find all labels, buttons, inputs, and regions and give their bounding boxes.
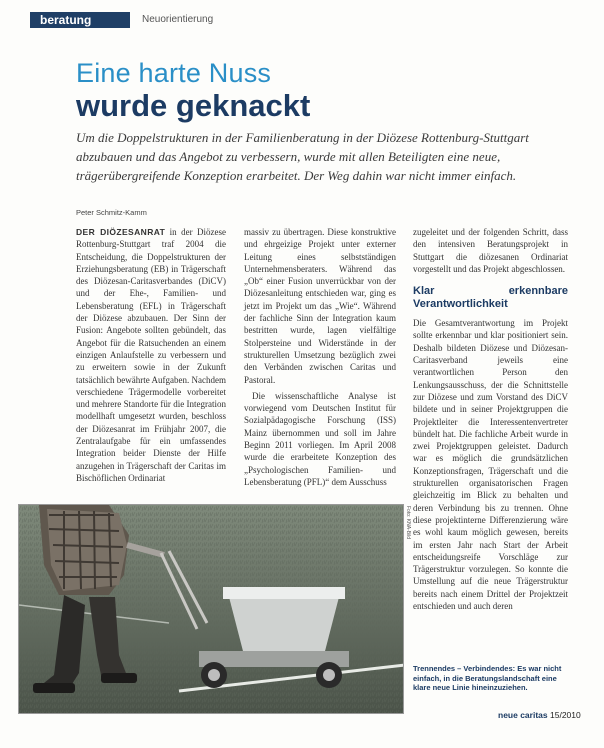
caption-text: Es war nicht einfach, in die Beratungslandschaft eine klare neue Linie hineinzuziehen.	[413, 664, 562, 692]
subheading: Klar erkennbare Verantwortlichkeit	[413, 285, 568, 311]
footer-brand: neue caritas	[498, 710, 548, 720]
lawn-marker-photo	[18, 504, 404, 714]
byline: Peter Schmitz-Kamm	[76, 208, 147, 217]
text-column-1	[76, 226, 226, 484]
column-2-paragraph-2: Die wissenschaftliche Analyse ist vorwiegend vom Deutschen Institut für Sozialpädagogische Forschung (ISS) Mainz übernommen und soll im Jahre Beginn 2011 vorliegen. Im April 2008 wurde die erarbeitete Konzeption des „Psychologischen Familien- und Lebensberatung (PFL)“ dem Ausschuss	[244, 390, 396, 487]
column-1-text: in der Diözese Rottenburg-Stuttgart traf 2004 die Entscheidung, die Doppelstrukturen der Erziehungsberatung (EB) in Trägerschaft des Diözesan-Caritasverbandes (DiCV) und der Ehe-, Familien- und Lebensberatung (EFL) in Trägerschaft der Diözese abzubauen. Der Sinn der Fusion: Angebote sollten gebündelt, das Angebot für die Ratsuchenden an einem einzigen Anlaufstelle zu verbessern und zu erweitern sowie in der Zukunft tatsächlich bewährte Aufgaben. Nachdem verschiedene Trägermodelle vorbereitet und mehrere Standorte für die Integration modellhaft umgesetzt wurden, beschloss der Diözesanrat im Frühjahr 2007, die Zentralaufgabe für ein umfassendes Integration beider Dienste der Hilfe anzugehen in Trägerschaft der Caritas im Bischöflichen Ordinariat	[76, 227, 226, 483]
section-tab: beratung	[30, 12, 130, 28]
photo-illustration	[19, 505, 404, 714]
footer-issue: 15/2010	[550, 710, 581, 720]
header-bar	[0, 0, 604, 38]
text-column-2	[244, 226, 396, 488]
drop-cap: DER DIÖZESANRAT	[76, 227, 166, 237]
column-3-paragraph-1: zugeleitet und der folgenden Schritt, dass den intensiven Beratungsprojekt in Stuttgart die diözesanen Ordinariat vorgestellt und das Projekt abgeschlossen.	[413, 227, 568, 274]
caption-lead: Trennendes – Verbindendes:	[413, 664, 516, 673]
column-1-paragraph	[76, 226, 226, 484]
text-column-3	[413, 226, 568, 612]
column-2-paragraph-1: massiv zu übertragen. Diese konstruktive und ehrgeizige Projekt unter externer Leitung eines selbstständigen Unternehmensberaters. Während das „Ob“ einer Fusion unverrückbar von der Diözesanleitung entschieden war, ging es jetzt im Projekt um das „Wie“. Während der fachliche Sinn der Integration kaum bestritten wurde, lagen vielfältige Stolpersteine und Widerstände in der strukturellen Umsetzung bezüglich zwei den Verbänden zwischen Caritas und Pastoral.	[244, 227, 396, 385]
page-footer	[498, 710, 581, 720]
photo-caption	[413, 664, 573, 693]
lead-paragraph: Um die Doppelstrukturen in der Familienberatung in der Diözese Rottenburg-Stuttgart abzubauen und das Angebot zu verbessern, wurde mit allen Beteiligten eine neue, trägerübergreifende Konzeption erarbeitet. Der Weg dahin war nicht immer einfach.	[76, 130, 529, 183]
headline-line-1: Eine harte Nuss	[76, 58, 272, 88]
section-subtitle: Neuorientierung	[142, 14, 214, 25]
headline-line-2: wurde geknackt	[76, 88, 311, 123]
photo-credit: Foto: KNA-Bild	[405, 506, 411, 540]
column-3-paragraph-2: Die Gesamtverantwortung im Projekt sollte erkennbar und klar positioniert sein. Deshalb bildeten Diözese und Diözesan-Caritasverband jeweils eine verantwortlichen Person den Lenkungsausschuss, der die Schnittstelle zur Diözese und zum Vorstand des DiCV bildete und in seiner Projektgruppen die Projektleiter die Interessentenvertreter bündelt hat. Die fachliche Arbeit wurde in zwei Projektgruppen geleistet. Dadurch war es möglich die grundsätzlichen Konzeptionsfragen, Trägerschaft und die strukturellen organisatorischen Fragen gleichzeitig im Blick zu behalten und deren Verbindung bis zu trennen. Ohne diese projektinterne Differenzierung wäre es wohl kaum möglich gewesen, bereits im ersten Jahr nach Start der Arbeit entscheidungsreife Vorschläge zur Trägerstruktur vorzulegen. So konnte die Umstellung auf die neue Trägerstruktur bereits nach einem Drittel der Projektzeit entschieden und auch deren	[413, 318, 568, 612]
